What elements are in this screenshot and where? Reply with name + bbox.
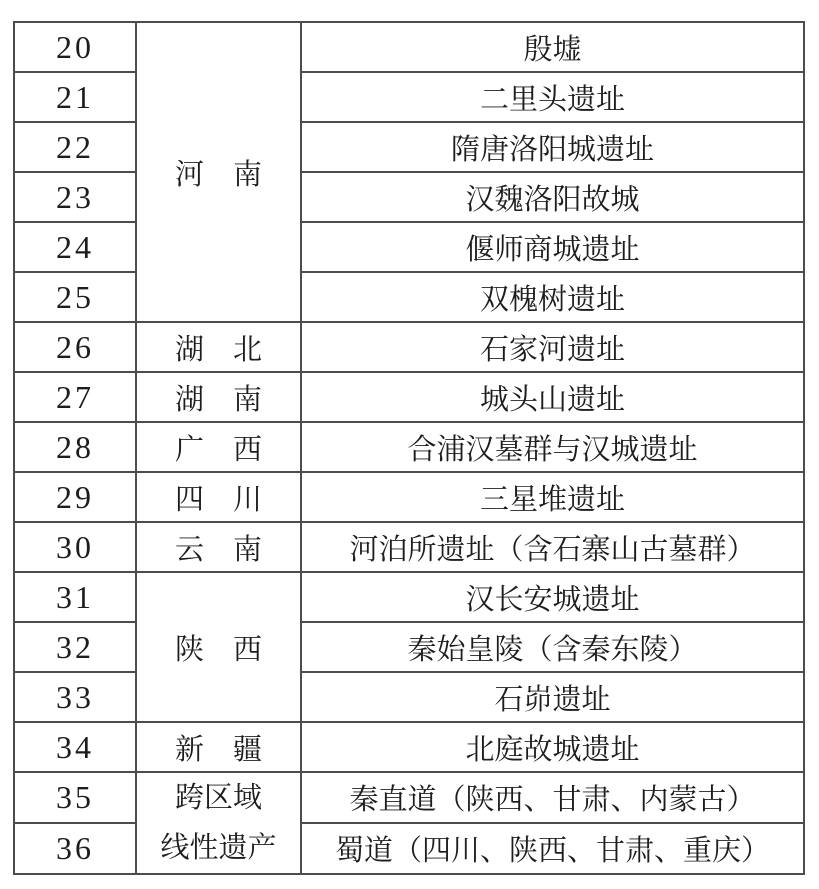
table-row [14, 722, 804, 772]
table-row [14, 322, 804, 372]
province-line: 线性遗产 [160, 832, 277, 864]
row-number: 28 [14, 422, 136, 472]
table-row [14, 72, 804, 122]
table-row [14, 472, 804, 522]
province-cell-guangxi: 广 西 [136, 422, 301, 472]
heritage-sites-table [13, 21, 805, 875]
row-number: 20 [14, 22, 136, 72]
site-cell: 城头山遗址 [301, 372, 804, 422]
table-row [14, 122, 804, 172]
row-number: 23 [14, 172, 136, 222]
site-cell: 殷墟 [301, 22, 804, 72]
table-row [14, 622, 804, 672]
site-cell: 汉长安城遗址 [301, 572, 804, 622]
table-row [14, 772, 804, 823]
table-row [14, 823, 804, 874]
table-row [14, 172, 804, 222]
site-cell: 河泊所遗址（含石寨山古墓群） [301, 522, 804, 572]
row-number: 32 [14, 622, 136, 672]
site-cell: 隋唐洛阳城遗址 [301, 122, 804, 172]
row-number: 21 [14, 72, 136, 122]
table-row [14, 422, 804, 472]
site-cell: 秦直道（陕西、甘肃、内蒙古） [301, 772, 804, 823]
row-number: 22 [14, 122, 136, 172]
row-number: 25 [14, 272, 136, 322]
table-row [14, 572, 804, 622]
row-number: 27 [14, 372, 136, 422]
site-cell: 合浦汉墓群与汉城遗址 [301, 422, 804, 472]
row-number: 34 [14, 722, 136, 772]
province-cell-hubei: 湖 北 [136, 322, 301, 372]
site-cell: 汉魏洛阳故城 [301, 172, 804, 222]
table-row [14, 222, 804, 272]
row-number: 31 [14, 572, 136, 622]
row-number: 30 [14, 522, 136, 572]
site-cell: 二里头遗址 [301, 72, 804, 122]
site-cell: 北庭故城遗址 [301, 722, 804, 772]
row-number: 24 [14, 222, 136, 272]
site-cell: 石峁遗址 [301, 672, 804, 722]
site-cell: 三星堆遗址 [301, 472, 804, 522]
site-cell: 蜀道（四川、陕西、甘肃、重庆） [301, 823, 804, 874]
row-number: 35 [14, 772, 136, 823]
row-number: 26 [14, 322, 136, 372]
table-row [14, 22, 804, 72]
table-row [14, 522, 804, 572]
site-cell: 秦始皇陵（含秦东陵） [301, 622, 804, 672]
table-row [14, 672, 804, 722]
province-cell-shaanxi: 陕 西 [136, 572, 301, 722]
row-number: 29 [14, 472, 136, 522]
table-row [14, 272, 804, 322]
province-cell-henan: 河 南 [136, 22, 301, 322]
table-row [14, 372, 804, 422]
province-cell-xinjiang: 新 疆 [136, 722, 301, 772]
province-line: 跨区域 [174, 782, 262, 814]
row-number: 33 [14, 672, 136, 722]
province-cell-cross-region [136, 772, 301, 874]
province-cell-sichuan: 四 川 [136, 472, 301, 522]
site-cell: 偃师商城遗址 [301, 222, 804, 272]
site-cell: 石家河遗址 [301, 322, 804, 372]
row-number: 36 [14, 823, 136, 874]
province-cell-hunan: 湖 南 [136, 372, 301, 422]
province-cell-yunnan: 云 南 [136, 522, 301, 572]
site-cell: 双槐树遗址 [301, 272, 804, 322]
